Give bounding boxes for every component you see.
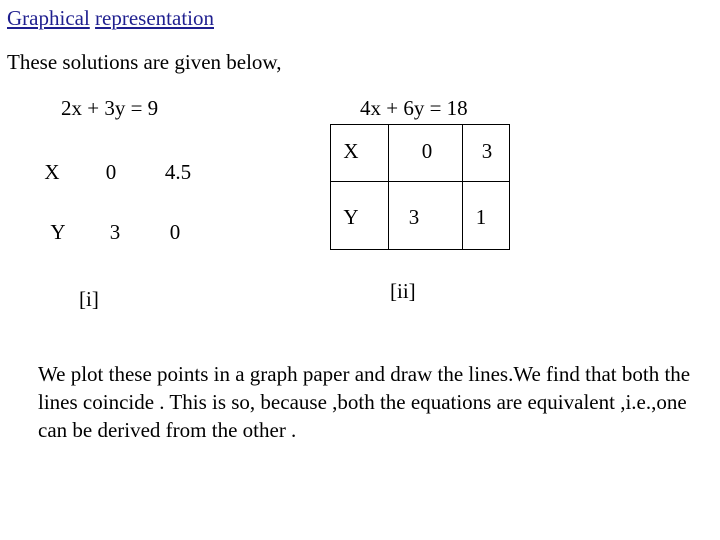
table2-divider (331, 181, 509, 182)
table2-divider (388, 125, 389, 249)
table2-row2-label: Y (343, 205, 359, 229)
title-link-graphical[interactable]: Graphical (7, 6, 90, 30)
table1-row2-value2: 0 (169, 220, 181, 244)
table2-row1-label: X (343, 139, 359, 163)
table2-equation: 4x + 6y = 18 (360, 96, 468, 120)
table1-row2-value1: 3 (109, 220, 121, 244)
table2-row1-value2: 3 (481, 139, 493, 163)
table1-row2-label: Y (50, 220, 66, 244)
table1-row1-value2: 4.5 (164, 160, 192, 184)
table2-divider (462, 125, 463, 249)
table1-row1-label: X (44, 160, 60, 184)
table2 (330, 124, 510, 250)
title-link-representation[interactable]: representation (95, 6, 214, 30)
table1-caption: [i] (79, 287, 99, 311)
table1-equation: 2x + 3y = 9 (61, 96, 159, 120)
table2-row2-value1: 3 (408, 205, 420, 229)
table2-row2-value2: 1 (475, 205, 487, 229)
table2-caption: [ii] (390, 279, 416, 303)
table2-row1-value1: 0 (421, 139, 433, 163)
table1-row1-value1: 0 (105, 160, 117, 184)
page-title (7, 6, 214, 31)
intro-text: These solutions are given below, (7, 50, 282, 74)
conclusion-paragraph: We plot these points in a graph paper and draw the lines.We find that both the lines coincide . This is so, because ,both the equations are equivalent ,i.e.,one can be derived from the other . (38, 362, 691, 442)
